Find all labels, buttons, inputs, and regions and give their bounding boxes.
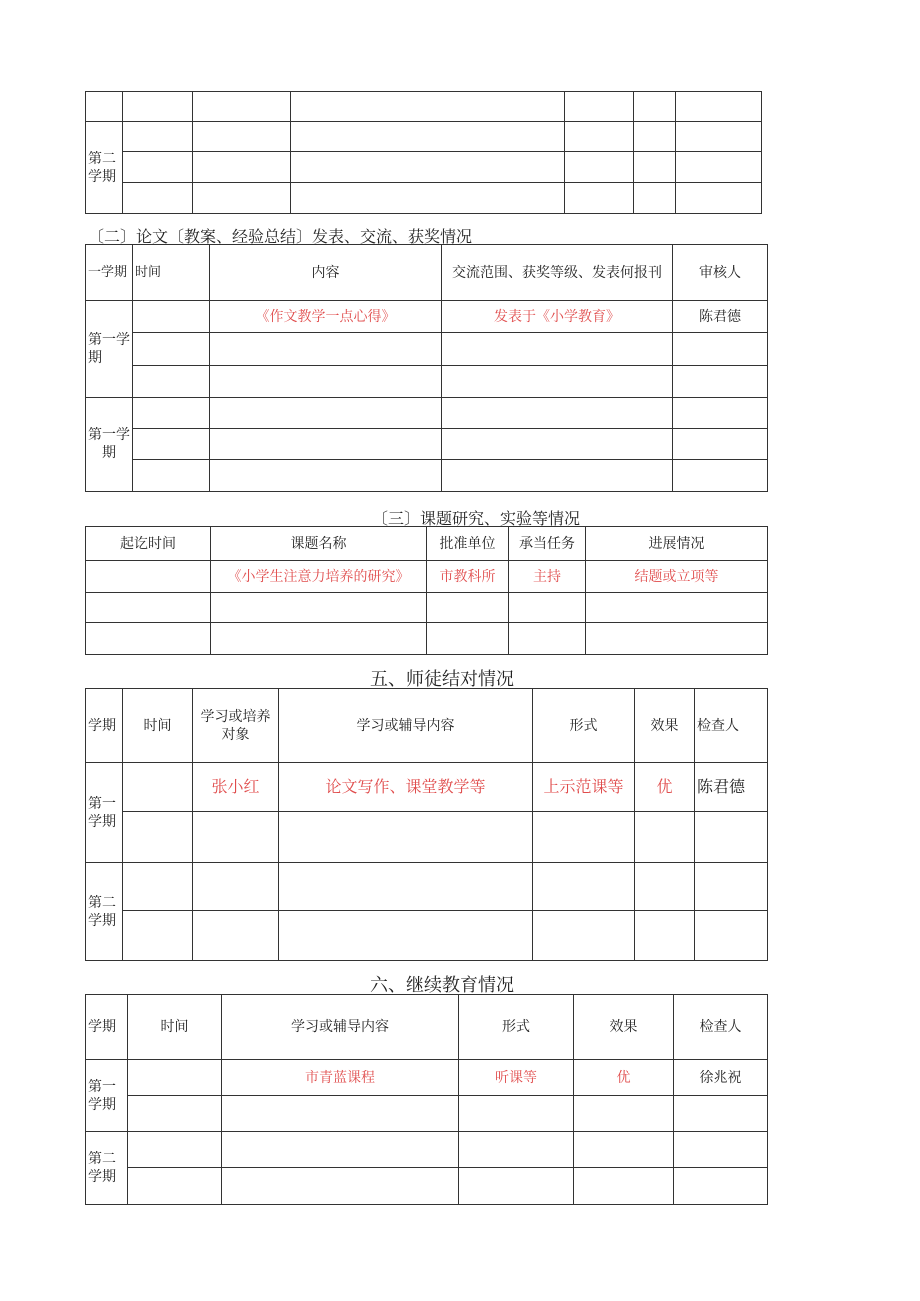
table-row bbox=[86, 1096, 768, 1132]
header-target: 学习或培养对象 bbox=[193, 689, 279, 763]
education-content: 市青蓝课程 bbox=[222, 1060, 459, 1096]
header-range: 交流范围、获奖等级、发表何报刊 bbox=[442, 245, 673, 301]
header-row bbox=[86, 689, 768, 763]
header-reviewer: 审核人 bbox=[673, 245, 768, 301]
semester-label: 第二学期 bbox=[86, 1132, 128, 1205]
mentor-form: 上示范课等 bbox=[533, 763, 635, 812]
research-approver: 市教科所 bbox=[427, 561, 509, 593]
header-time: 时间 bbox=[133, 245, 210, 301]
header-semester: 学期 bbox=[86, 995, 128, 1060]
header-checker: 检查人 bbox=[695, 689, 768, 763]
table-row bbox=[86, 459, 768, 491]
header-progress: 进展情况 bbox=[586, 527, 768, 561]
section6-title: 六、继续教育情况 bbox=[370, 975, 514, 996]
header-form: 形式 bbox=[459, 995, 574, 1060]
semester-label: 第二学期 bbox=[86, 863, 123, 961]
header-topic: 课题名称 bbox=[211, 527, 427, 561]
research-progress: 结题或立项等 bbox=[586, 561, 768, 593]
header-time: 时间 bbox=[128, 995, 222, 1060]
header-checker: 检查人 bbox=[674, 995, 768, 1060]
research-topic: 《小学生注意力培养的研究》 bbox=[211, 561, 427, 593]
table-row bbox=[86, 183, 762, 214]
header-content: 学习或辅导内容 bbox=[279, 689, 533, 763]
paper-content: 《作文教学一点心得》 bbox=[210, 301, 442, 333]
header-content: 内容 bbox=[210, 245, 442, 301]
header-task: 承当任务 bbox=[509, 527, 586, 561]
header-period: 起讫时间 bbox=[86, 527, 211, 561]
header-effect: 效果 bbox=[574, 995, 674, 1060]
table-row bbox=[86, 812, 768, 863]
paper-range: 发表于《小学教育》 bbox=[442, 301, 673, 333]
header-content: 学习或辅导内容 bbox=[222, 995, 459, 1060]
section2-title: 〔二〕论文〔教案、经验总结〕发表、交流、获奖情况 bbox=[88, 227, 473, 246]
header-row bbox=[86, 527, 768, 561]
semester-label: 第二学期 bbox=[86, 122, 123, 214]
table-row bbox=[86, 366, 768, 397]
table-row bbox=[86, 397, 768, 428]
semester-label: 第一学期 bbox=[86, 397, 133, 491]
table-row bbox=[86, 1168, 768, 1205]
education-table bbox=[85, 994, 768, 1205]
table-row bbox=[86, 333, 768, 366]
education-effect: 优 bbox=[574, 1060, 674, 1096]
header-semester: 学期 bbox=[86, 689, 123, 763]
top-partial-table bbox=[85, 91, 762, 214]
header-semester: 一学期 bbox=[86, 245, 133, 301]
paper-reviewer: 陈君德 bbox=[673, 301, 768, 333]
research-task: 主持 bbox=[509, 561, 586, 593]
mentor-content: 论文写作、课堂教学等 bbox=[279, 763, 533, 812]
header-time: 时间 bbox=[123, 689, 193, 763]
table-row bbox=[86, 122, 762, 152]
table-row bbox=[86, 561, 768, 593]
header-row bbox=[86, 245, 768, 301]
table-row bbox=[86, 152, 762, 183]
semester-label: 第一学期 bbox=[86, 763, 123, 863]
table-row bbox=[86, 1060, 768, 1096]
research-table bbox=[85, 526, 768, 655]
table-row bbox=[86, 863, 768, 911]
table-row bbox=[86, 911, 768, 961]
table-row bbox=[86, 428, 768, 459]
section5-title: 五、师徒结对情况 bbox=[370, 669, 514, 690]
semester-label: 第一学期 bbox=[86, 1060, 128, 1132]
mentor-table bbox=[85, 688, 768, 961]
table-row bbox=[86, 301, 768, 333]
table-row bbox=[86, 763, 768, 812]
section3-title: 〔三〕课题研究、实验等情况 bbox=[372, 509, 581, 528]
header-row bbox=[86, 995, 768, 1060]
mentor-target: 张小红 bbox=[193, 763, 279, 812]
mentor-checker: 陈君德 bbox=[695, 763, 768, 812]
mentor-effect: 优 bbox=[635, 763, 695, 812]
table-row bbox=[86, 623, 768, 655]
table-row bbox=[86, 1132, 768, 1168]
paper-table bbox=[85, 244, 768, 492]
table-row bbox=[86, 593, 768, 623]
table-row bbox=[86, 92, 762, 122]
header-effect: 效果 bbox=[635, 689, 695, 763]
header-approver: 批准单位 bbox=[427, 527, 509, 561]
education-form: 听课等 bbox=[459, 1060, 574, 1096]
semester-label: 第一学期 bbox=[86, 301, 133, 397]
education-checker: 徐兆祝 bbox=[674, 1060, 768, 1096]
header-form: 形式 bbox=[533, 689, 635, 763]
